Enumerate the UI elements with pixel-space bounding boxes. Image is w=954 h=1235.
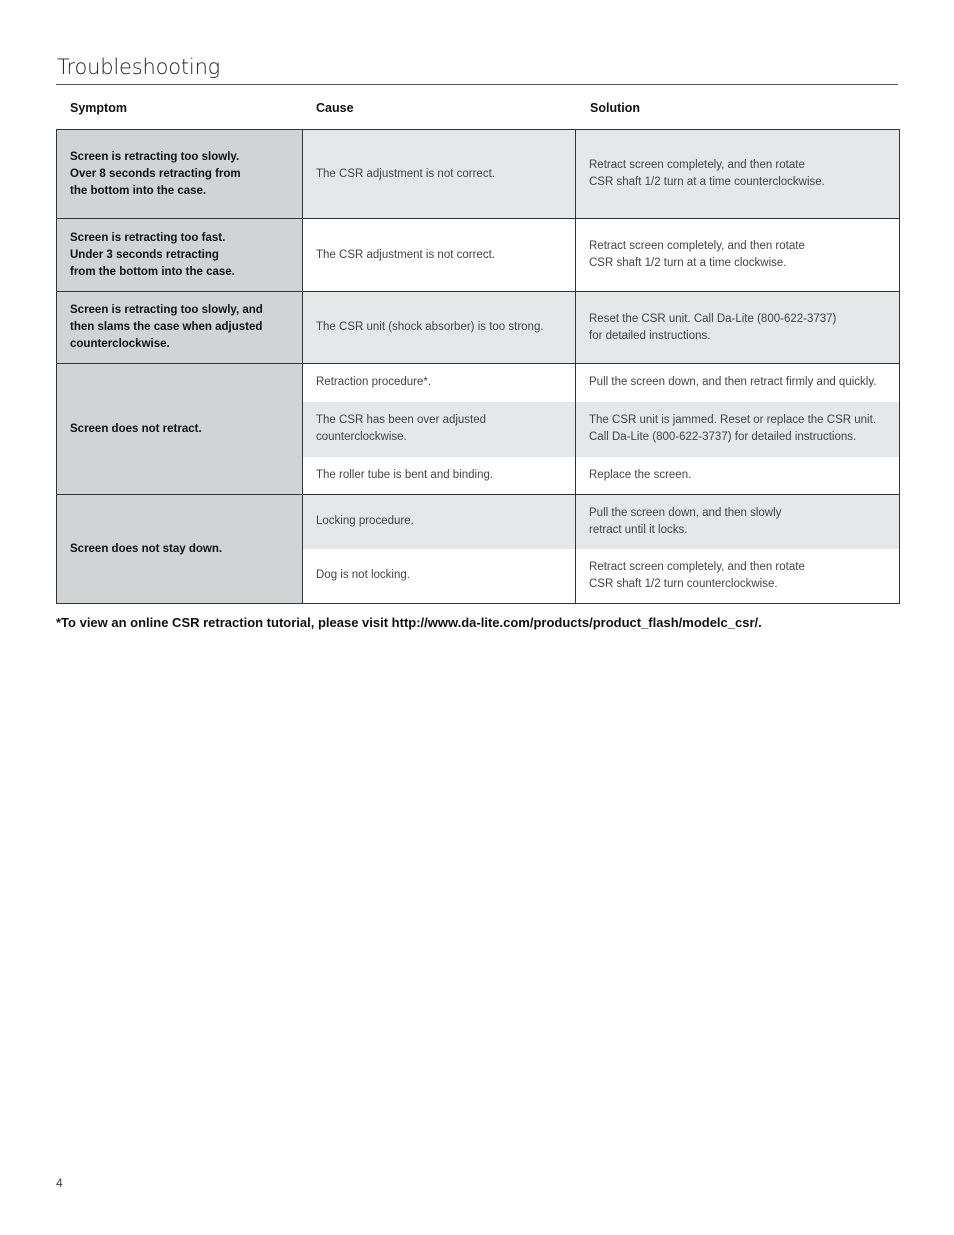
symptom-cell: Screen is retracting too slowly. Over 8 seconds retracting from the bottom into the case. <box>57 130 303 219</box>
cause-cell: Locking procedure. <box>303 495 576 549</box>
footnote: *To view an online CSR retraction tutorial, please visit http://www.da-lite.com/products/product_flash/modelc_csr/. <box>56 615 762 630</box>
table-row <box>57 495 900 549</box>
cause-cell: Retraction procedure*. <box>303 364 576 402</box>
page-title: Troubleshooting <box>57 55 221 79</box>
table-row <box>57 130 900 219</box>
table-row <box>57 364 900 402</box>
symptom-cell: Screen is retracting too fast. Under 3 seconds retracting from the bottom into the case. <box>57 219 303 292</box>
solution-cell: Retract screen completely, and then rotate CSR shaft 1/2 turn counterclockwise. <box>576 549 900 604</box>
solution-cell: Replace the screen. <box>576 457 900 495</box>
solution-cell: Reset the CSR unit. Call Da-Lite (800-622-3737) for detailed instructions. <box>576 292 900 364</box>
solution-cell: Retract screen completely, and then rotate CSR shaft 1/2 turn at a time clockwise. <box>576 219 900 292</box>
cause-cell: Dog is not locking. <box>303 549 576 604</box>
solution-cell: The CSR unit is jammed. Reset or replace the CSR unit. Call Da-Lite (800-622-3737) for detailed instructions. <box>576 402 900 457</box>
solution-cell: Pull the screen down, and then retract firmly and quickly. <box>576 364 900 402</box>
solution-cell: Retract screen completely, and then rotate CSR shaft 1/2 turn at a time counterclockwise. <box>576 130 900 219</box>
cause-cell: The roller tube is bent and binding. <box>303 457 576 495</box>
title-divider <box>56 84 898 85</box>
table-row <box>57 292 900 364</box>
solution-cell: Pull the screen down, and then slowly retract until it locks. <box>576 495 900 549</box>
cause-cell: The CSR unit (shock absorber) is too strong. <box>303 292 576 364</box>
header-symptom: Symptom <box>70 101 127 115</box>
header-solution: Solution <box>590 101 640 115</box>
cause-cell: The CSR adjustment is not correct. <box>303 219 576 292</box>
symptom-cell: Screen is retracting too slowly, and then slams the case when adjusted counterclockwise. <box>57 292 303 364</box>
table-row <box>57 219 900 292</box>
header-cause: Cause <box>316 101 354 115</box>
page-number: 4 <box>56 1176 63 1190</box>
troubleshooting-table <box>56 129 900 604</box>
symptom-cell: Screen does not stay down. <box>57 495 303 604</box>
symptom-cell: Screen does not retract. <box>57 364 303 495</box>
cause-cell: The CSR has been over adjusted counterclockwise. <box>303 402 576 457</box>
cause-cell: The CSR adjustment is not correct. <box>303 130 576 219</box>
